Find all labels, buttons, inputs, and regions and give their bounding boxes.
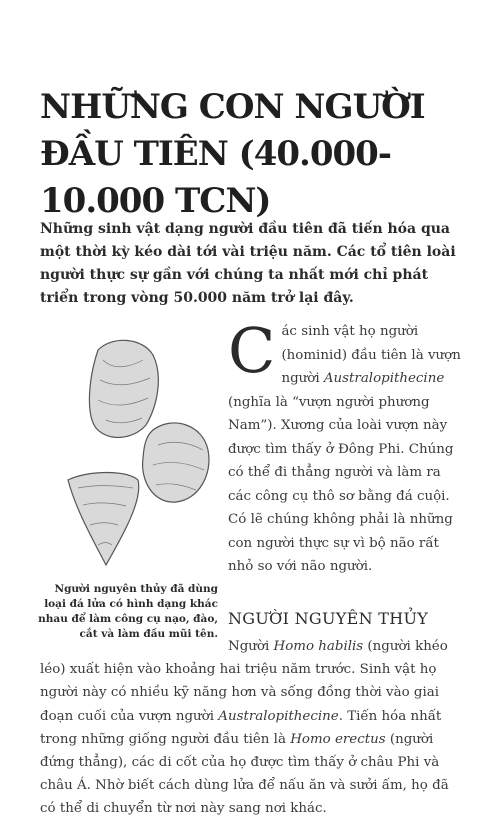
section-heading: NGƯỜI NGUYÊN THỦY bbox=[228, 609, 429, 628]
section-text-2: (người khéo léo) xuất hiện vào khoảng hai triệu năm trước. Sinh vật họ người này có nhiều kỹ năng hơn và sống đồng thời vào giai đoạn cuối của vượn người bbox=[40, 639, 448, 724]
flint-tool-bottom bbox=[68, 473, 139, 566]
section-text-4: (người đứng thẳng), các di cốt của họ được tìm thấy ở châu Phi và châu Á. Nhờ biết cách dùng lửa để nấu ăn và sưởi ấm, họ đã có thể di chuyển từ nơi này sang nơi khác. bbox=[40, 731, 449, 817]
intro-text-2: (nghĩa là “vượn người phương Nam”). Xương của loài vượn này được tìm thấy ở Đông Phi. Chúng có thể đi thẳng người và làm ra các công cụ thô sơ bằng đá cuội. Có lẽ chúng không phải là những con người thực sự vì bộ não rất nhỏ so với não người. bbox=[228, 394, 454, 574]
top-bar bbox=[0, 0, 500, 36]
section-text-1: Người bbox=[228, 639, 274, 654]
section-italic-3: Homo erectus bbox=[290, 731, 386, 747]
intro-italic-term: Australopithecine bbox=[323, 371, 445, 386]
figure-caption: Người nguyên thủy đã dùng loại đá lửa có hình dạng khác nhau để làm công cụ nạo, đào, cắt và làm đầu mũi tên. bbox=[38, 583, 218, 640]
intro-text-1: ác sinh vật họ người (hominid) đầu tiên là vượn người bbox=[281, 324, 461, 386]
drop-cap: C bbox=[228, 314, 276, 387]
lead-paragraph: Những sinh vật dạng người đầu tiên đã tiến hóa qua một thời kỳ kéo dài tới vài triệu năm. Các tổ tiên loài người thực sự gần với chúng ta nhất mới chỉ phát triển trong vòng 50.000 năm trở lại đây. bbox=[40, 221, 456, 306]
stone-tools-illustration bbox=[58, 330, 218, 580]
section-italic-1: Homo habilis bbox=[273, 639, 364, 654]
page-title: NHỮNG CON NGƯỜI ĐẦU TIÊN (40.000-10.000 TCN) bbox=[40, 87, 425, 221]
intro-paragraph bbox=[228, 314, 466, 579]
stone-tools-icon bbox=[58, 330, 218, 580]
section-italic-2: Australopithecine bbox=[218, 708, 339, 724]
section-paragraph bbox=[40, 635, 466, 821]
section-text-3: . Tiến hóa nhất trong những giống người đầu tiên là bbox=[40, 708, 442, 747]
